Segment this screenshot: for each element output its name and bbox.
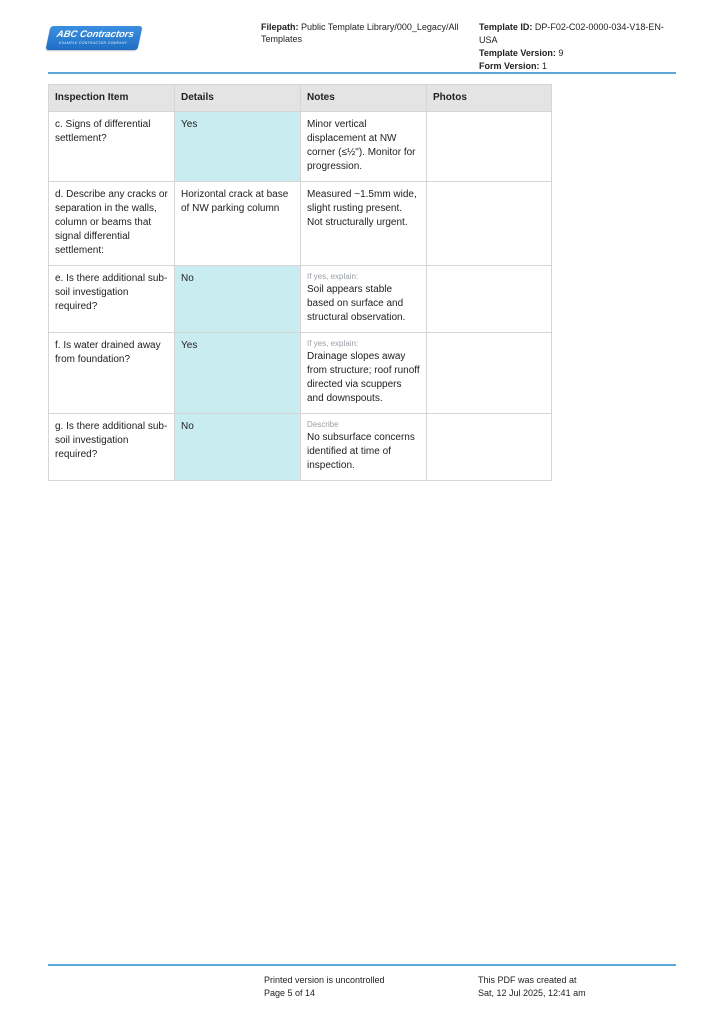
template-id-label: Template ID: [479, 22, 533, 32]
notes-field-label: If yes, explain: [307, 339, 359, 348]
company-name: ABC Contractors [55, 29, 135, 40]
table-row [49, 182, 552, 266]
table-row [49, 266, 552, 333]
column-header-notes: Notes [301, 85, 427, 112]
template-info-block [479, 21, 679, 73]
inspection-item-cell: g. Is there additional sub-soil investigation required? [49, 414, 175, 481]
details-cell: Yes [175, 333, 301, 414]
photos-cell [427, 266, 552, 333]
inspection-item-cell: e. Is there additional sub-soil investigation required? [49, 266, 175, 333]
filepath-label: Filepath: [261, 22, 299, 32]
notes-text: Measured ~1.5mm wide, slight rusting present. Not structurally urgent. [307, 189, 417, 228]
filepath-value: Public Template Library/000_Legacy/All Templates [261, 22, 459, 44]
print-info [264, 974, 385, 1000]
page-header [48, 18, 676, 74]
notes-cell [301, 333, 427, 414]
page-footer [48, 964, 676, 998]
form-version-value: 1 [542, 61, 548, 71]
column-header-details: Details [175, 85, 301, 112]
notes-text: No subsurface concerns identified at time of inspection. [307, 432, 415, 471]
notes-text: Minor vertical displacement at NW corner (≤½"). Monitor for progression. [307, 119, 416, 172]
photos-cell [427, 112, 552, 182]
notes-field-label: Describe [307, 420, 339, 429]
notes-cell [301, 266, 427, 333]
column-header-inspection-item: Inspection Item [49, 85, 175, 112]
details-cell: Yes [175, 112, 301, 182]
filepath-block [261, 21, 466, 45]
photos-cell [427, 182, 552, 266]
inspection-item-cell: f. Is water drained away from foundation? [49, 333, 175, 414]
photos-cell [427, 414, 552, 481]
table-row [49, 333, 552, 414]
created-info [478, 974, 586, 1000]
template-id-value: DP-F02-C02-0000-034-V18-EN-USA [479, 22, 664, 45]
form-version-label: Form Version: [479, 61, 540, 71]
page-number: Page 5 of 14 [264, 988, 316, 998]
created-date: Sat, 12 Jul 2025, 12:41 am [478, 988, 586, 998]
details-cell: No [175, 414, 301, 481]
notes-text: Drainage slopes away from structure; roof runoff directed via scuppers and downspouts. [307, 351, 420, 404]
details-cell: Horizontal crack at base of NW parking column [175, 182, 301, 266]
photos-cell [427, 333, 552, 414]
inspection-item-cell: c. Signs of differential settlement? [49, 112, 175, 182]
company-logo [45, 26, 142, 50]
notes-cell [301, 182, 427, 266]
notes-cell [301, 112, 427, 182]
created-label: This PDF was created at [478, 975, 577, 985]
template-version-value: 9 [558, 48, 564, 58]
column-header-photos: Photos [427, 85, 552, 112]
uncontrolled-notice: Printed version is uncontrolled [264, 975, 385, 985]
inspection-table [48, 84, 552, 481]
table-row [49, 414, 552, 481]
notes-field-label: If yes, explain: [307, 272, 359, 281]
company-tagline: EXAMPLE CONTRACTOR COMPANY [58, 41, 128, 45]
notes-text: Soil appears stable based on surface and structural observation. [307, 284, 406, 323]
inspection-item-cell: d. Describe any cracks or separation in the walls, column or beams that signal differential settlement: [49, 182, 175, 266]
details-cell: No [175, 266, 301, 333]
table-row [49, 112, 552, 182]
notes-cell [301, 414, 427, 481]
table-header-row [49, 85, 552, 112]
template-version-label: Template Version: [479, 48, 556, 58]
